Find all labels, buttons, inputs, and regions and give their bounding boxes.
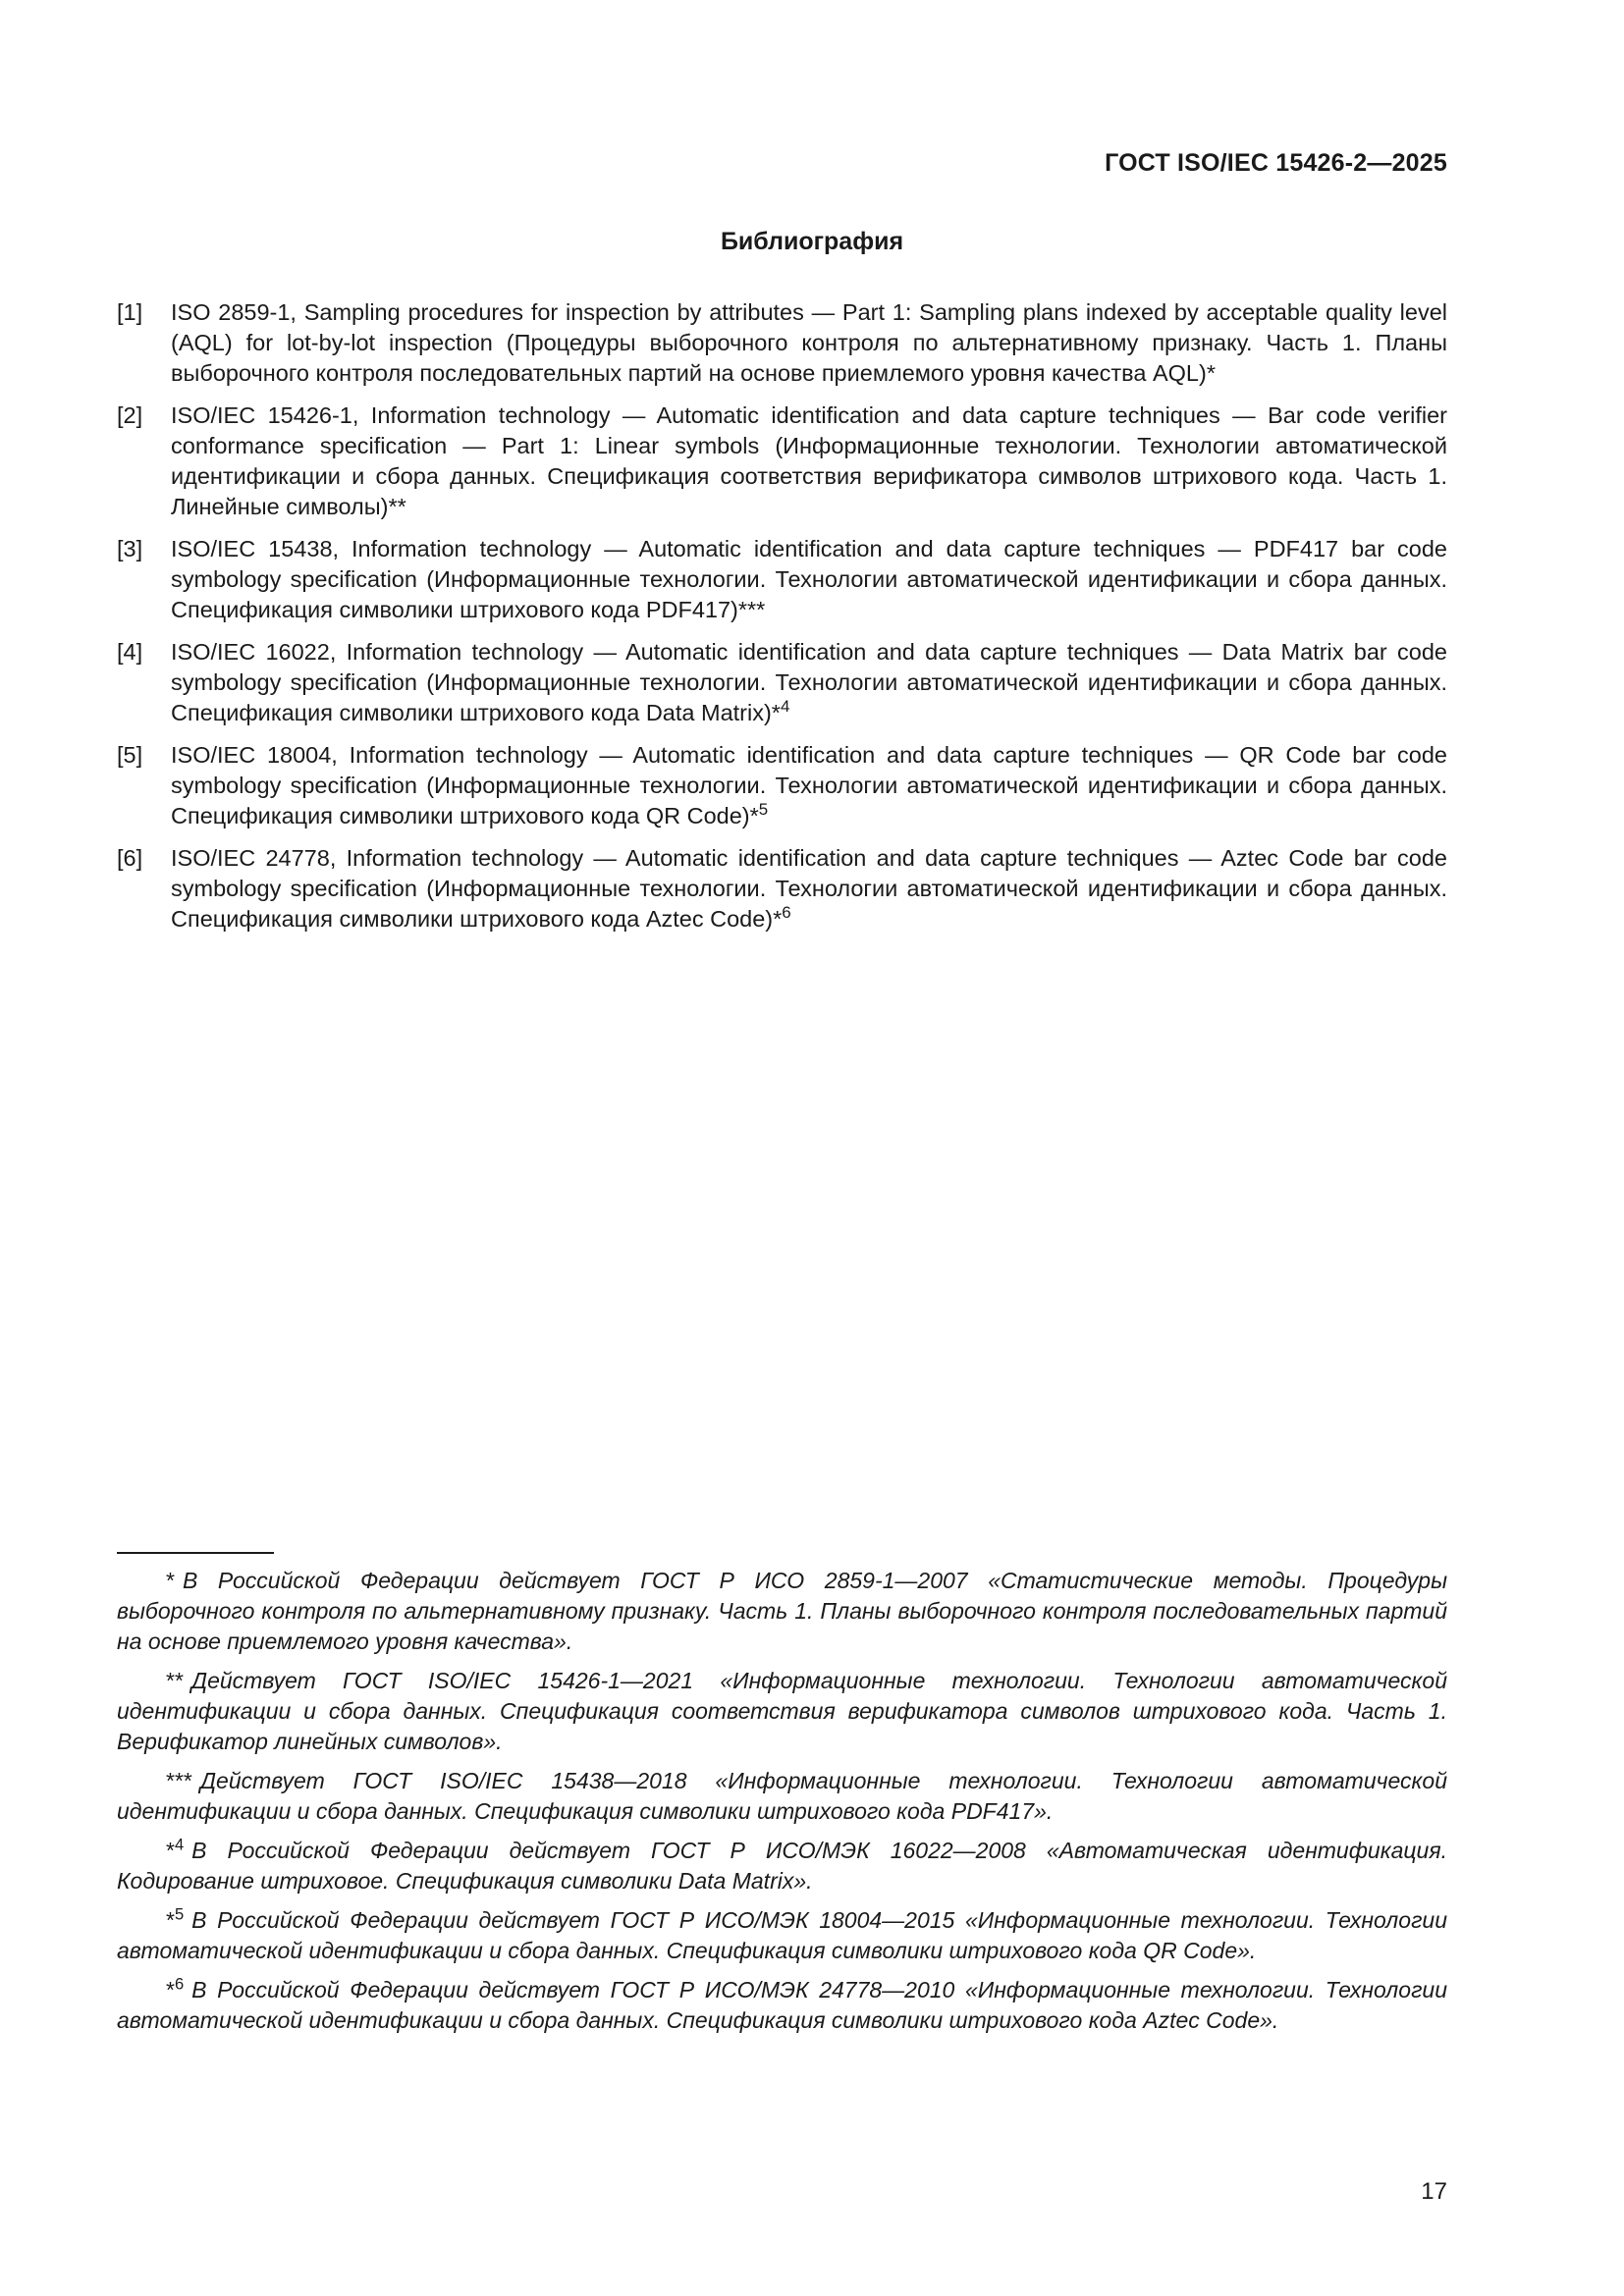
footnote-marker <box>166 1568 175 1593</box>
entry-text <box>171 400 1447 522</box>
footnote-mark: * <box>771 700 781 725</box>
entry-text <box>171 637 1447 728</box>
entry-text <box>171 740 1447 831</box>
entry-body: ISO/IEC 16022, Information technology — Automatic identification and data capture techniques — Data Matrix bar code symbology specification (Информационные технологии. Технологии автоматической идентификации и сбора данных. Спецификация символики штрихового кода Data Matrix) <box>171 639 1447 725</box>
bibliography-entry <box>117 637 1447 728</box>
entry-number: [2] <box>117 402 143 428</box>
footnote-text: Действует ГОСТ ISO/IEC 15426-1—2021 «Информационные технологии. Технологии автоматической идентификации и сбора данных. Спецификация соответствия верификатора символов штрихового кода. Часть 1. Верификатор линейных символов». <box>117 1668 1447 1754</box>
entry-number: [5] <box>117 742 143 768</box>
footnote <box>117 1766 1447 1827</box>
footnote-marker <box>166 1668 184 1693</box>
footnote-marker-symbol: *** <box>166 1768 192 1793</box>
footnote-text: В Российской Федерации действует ГОСТ Р ИСО/МЭК 16022—2008 «Автоматическая идентификация. Кодирование штриховое. Спецификация символики Data Matrix». <box>117 1838 1447 1894</box>
footnote-marker-number: 4 <box>174 1835 185 1854</box>
footnote-marker-symbol: ** <box>166 1668 184 1693</box>
entry-text <box>171 297 1447 389</box>
bibliography-entry <box>117 740 1447 831</box>
footnote <box>117 1905 1447 1966</box>
bibliography-entry <box>117 297 1447 389</box>
footnote-text: В Российской Федерации действует ГОСТ Р ИСО/МЭК 24778—2010 «Информационные технологии. Технологии автоматической идентификации и сбора данных. Спецификация символики штрихового кода Aztec Code». <box>117 1977 1447 2033</box>
footnote-marker-symbol: * <box>166 1568 175 1593</box>
page-number: 17 <box>1421 2178 1447 2205</box>
entry-number: [1] <box>117 299 143 325</box>
footnote-marker <box>166 1768 192 1793</box>
footnote-marker-number: 5 <box>174 1904 185 1924</box>
bibliography-entry <box>117 400 1447 522</box>
footnote-mark: * <box>773 906 783 932</box>
entry-text <box>171 534 1447 625</box>
bibliography-entry <box>117 843 1447 934</box>
bibliography-list <box>117 297 1447 946</box>
footnote <box>117 1836 1447 1896</box>
footnote-text: В Российской Федерации действует ГОСТ Р ИСО 2859-1—2007 «Статистические методы. Процедуры выборочного контроля по альтернативному признаку. Часть 1. Планы выборочного контроля последовательных партий на основе приемлемого уровня качества». <box>117 1568 1447 1654</box>
footnote-mark: ** <box>388 494 406 519</box>
entry-number: [4] <box>117 639 143 665</box>
footnote-mark: *** <box>737 597 766 622</box>
footnote-marker-symbol: * <box>166 1977 175 2002</box>
footnote-marker <box>166 1974 185 2002</box>
bibliography-entry <box>117 534 1447 625</box>
document-code-header: ГОСТ ISO/IEC 15426-2—2025 <box>1105 149 1447 177</box>
footnote <box>117 1975 1447 2036</box>
footnote-marker-number: 6 <box>174 1974 185 1994</box>
footnote-text: Действует ГОСТ ISO/IEC 15438—2018 «Информационные технологии. Технологии автоматической идентификации и сбора данных. Спецификация символики штрихового кода PDF417». <box>117 1768 1447 1824</box>
footnotes <box>117 1566 1447 2045</box>
footnote-text: В Российской Федерации действует ГОСТ Р ИСО/МЭК 18004—2015 «Информационные технологии. Технологии автоматической идентификации и сбора данных. Спецификация символики штрихового кода QR Code». <box>117 1907 1447 1963</box>
entry-body: ISO 2859-1, Sampling procedures for inspection by attributes — Part 1: Sampling plans indexed by acceptable quality level (AQL) for lot-by-lot inspection (Процедуры выборочного контроля по альтернативному признаку. Часть 1. Планы выборочного контроля последовательных партий на основе приемлемого уровня качества AQL) <box>171 299 1447 386</box>
footnote-mark: * <box>1206 360 1216 386</box>
footnote-mark-number: 5 <box>758 800 769 820</box>
footnote-mark: * <box>749 803 759 828</box>
entry-body: ISO/IEC 24778, Information technology — Automatic identification and data capture techniques — Aztec Code bar code symbology specification (Информационные технологии. Технологии автоматической идентификации и сбора данных. Спецификация символики штрихового кода Aztec Code) <box>171 845 1447 932</box>
entry-body: ISO/IEC 15438, Information technology — Automatic identification and data capture techniques — PDF417 bar code symbology specification (Информационные технологии. Технологии автоматической идентификации и сбора данных. Спецификация символики штрихового кода PDF417) <box>171 536 1447 622</box>
footnote-mark-number: 6 <box>782 903 791 923</box>
footnote-separator <box>117 1552 274 1554</box>
footnote-mark-number: 4 <box>780 697 790 717</box>
footnote-marker <box>166 1904 185 1933</box>
entry-number: [3] <box>117 536 143 561</box>
entry-body: ISO/IEC 18004, Information technology — Automatic identification and data capture techniques — QR Code bar code symbology specification (Информационные технологии. Технологии автоматической идентификации и сбора данных. Спецификация символики штрихового кода QR Code) <box>171 742 1447 828</box>
entry-text <box>171 843 1447 934</box>
footnote-marker-symbol: * <box>166 1838 175 1863</box>
section-title: Библиография <box>720 228 904 255</box>
footnote-marker <box>166 1835 185 1863</box>
entry-number: [6] <box>117 845 143 871</box>
entry-body: ISO/IEC 15426-1, Information technology — Automatic identification and data capture techniques — Bar code verifier conformance specification — Part 1: Linear symbols (Информационные технологии. Технологии автоматической идентификации и сбора данных. Спецификация соответствия верификатора символов штрихового кода. Часть 1. Линейные символы) <box>171 402 1447 519</box>
footnote <box>117 1566 1447 1657</box>
footnote-marker-symbol: * <box>166 1907 175 1933</box>
footnote <box>117 1666 1447 1757</box>
